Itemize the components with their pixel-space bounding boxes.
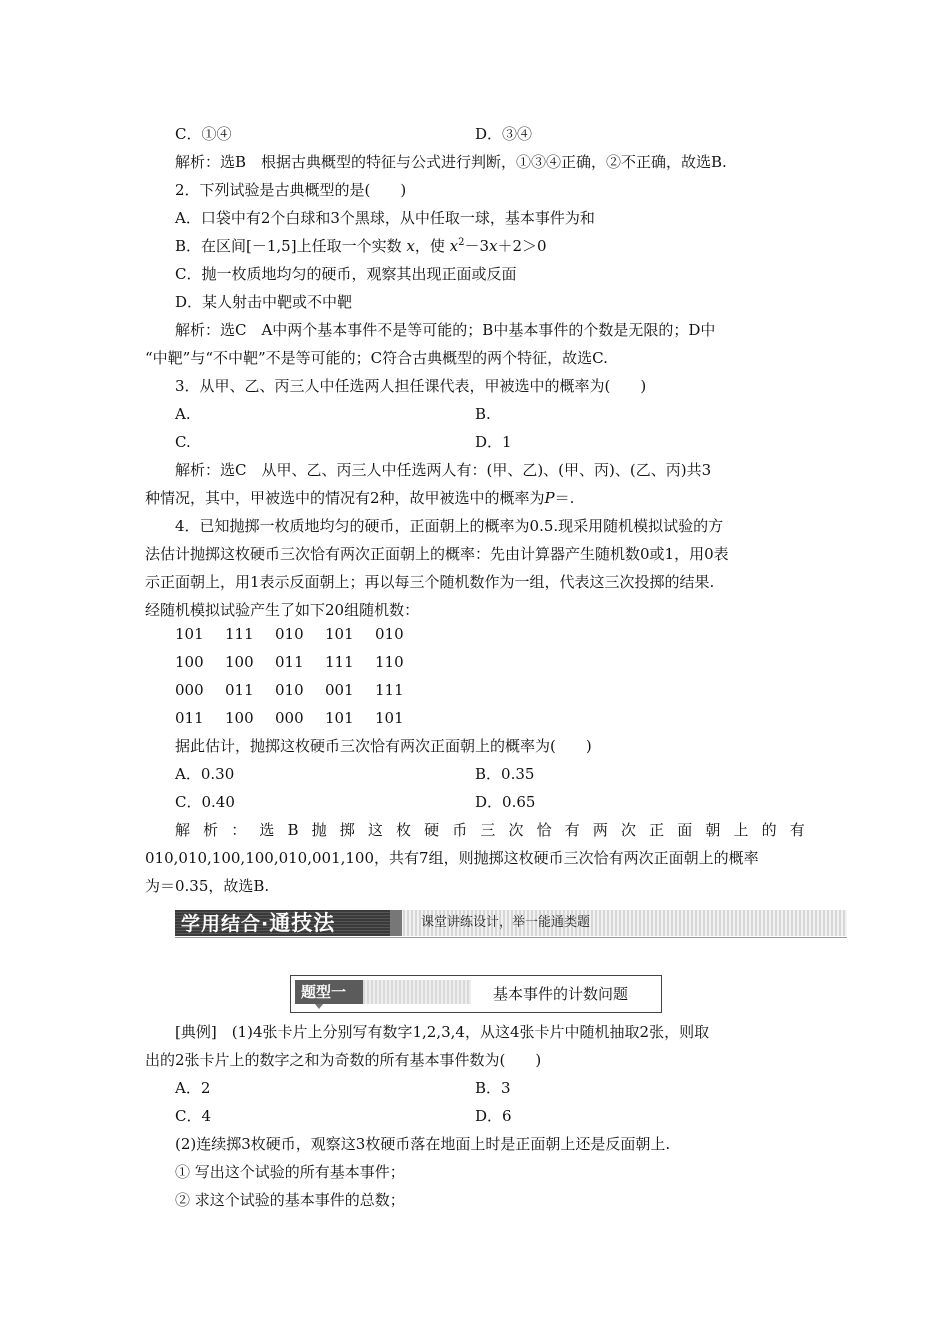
q2-option-a: A．口袋中有2个白球和3个黑球，从中任取一球，基本事件为和 bbox=[175, 209, 595, 227]
example-option-a: A．2 bbox=[175, 1079, 211, 1097]
q2-option-b: B．在区间[－1,5]上任取一个实数 x，使 $x^2-3x+2>0$ bbox=[175, 237, 547, 255]
section-banner bbox=[175, 910, 847, 938]
q4-stem-line3: 示正面朝上，用1表示反面朝上；再以每三个随机数作为一组，代表这三次投掷的结果. bbox=[145, 573, 715, 591]
q4-option-d: D．0.65 bbox=[475, 793, 536, 811]
example-sub2: ② 求这个试验的基本事件的总数； bbox=[175, 1191, 405, 1209]
random-number: 010 bbox=[275, 625, 304, 643]
random-number: 111 bbox=[325, 653, 354, 671]
q4-option-a: A．0.30 bbox=[175, 765, 235, 783]
example-line1: [典例] (1)4张卡片上分别写有数字1,2,3,4，从这4张卡片中随机抽取2张，则取 bbox=[175, 1023, 710, 1041]
banner-rule bbox=[175, 937, 847, 938]
random-number: 001 bbox=[325, 681, 354, 699]
banner-subtitle: 课堂讲练设计，举一能通类题 bbox=[421, 915, 591, 930]
q4-analysis-line1: 解 析 ： 选 B 抛 掷 这 枚 硬 币 三 次 恰 有 两 次 正 面 朝 上 的 有 bbox=[175, 821, 805, 839]
q3-option-a: A. bbox=[175, 405, 191, 423]
q3-analysis-line2: 种情况，其中，甲被选中的情况有2种，故甲被选中的概率为P＝. bbox=[145, 489, 575, 507]
random-number-row bbox=[175, 708, 425, 728]
example-sub1: ① 写出这个试验的所有基本事件； bbox=[175, 1163, 405, 1181]
type-title: 基本事件的计数问题 bbox=[493, 985, 629, 1003]
random-number-row bbox=[175, 652, 425, 672]
random-number-row bbox=[175, 624, 425, 644]
q3-analysis-line1: 解析：选C 从甲、乙、丙三人中任选两人有：(甲、乙)、(甲、丙)、(乙、丙)共3 bbox=[175, 461, 712, 479]
q2-analysis-line2: “中靶”与“不中靶”不是等可能的；C符合古典概型的两个特征，故选C. bbox=[145, 349, 608, 367]
random-number: 100 bbox=[225, 709, 254, 727]
question-type-box bbox=[290, 975, 662, 1013]
q2-option-d: D．某人射击中靶或不中靶 bbox=[175, 293, 353, 311]
q4-option-c: C．0.40 bbox=[175, 793, 235, 811]
q4-stem-line2: 法估计抛掷这枚硬币三次恰有两次正面朝上的概率：先由计算器产生随机数0或1，用0表 bbox=[145, 545, 729, 563]
example-option-d: D．6 bbox=[475, 1107, 512, 1125]
q3-option-b: B. bbox=[475, 405, 491, 423]
random-number: 011 bbox=[175, 709, 204, 727]
banner-title: 学用结合·通技法 bbox=[175, 910, 390, 936]
random-number: 100 bbox=[225, 653, 254, 671]
q1-option-d: D．③④ bbox=[475, 125, 533, 143]
type-label-pointer-icon bbox=[315, 1004, 323, 1009]
q3-stem: 3．从甲、乙、丙三人中任选两人担任课代表，甲被选中的概率为( ) bbox=[175, 377, 647, 395]
type-label-strip bbox=[363, 980, 471, 1004]
random-number: 101 bbox=[175, 625, 204, 643]
q4-stem-line1: 4．已知抛掷一枚质地均匀的硬币，正面朝上的概率为0.5.现采用随机模拟试验的方 bbox=[175, 517, 724, 535]
q4-stem-line4: 经随机模拟试验产生了如下20组随机数： bbox=[145, 601, 420, 619]
q4-question: 据此估计，抛掷这枚硬币三次恰有两次正面朝上的概率为( ) bbox=[175, 737, 592, 755]
q2-analysis-line1: 解析：选C A中两个基本事件不是等可能的；B中基本事件的个数是无限的；D中 bbox=[175, 321, 716, 339]
random-number: 111 bbox=[225, 625, 254, 643]
random-number: 010 bbox=[375, 625, 404, 643]
q2-option-c: C．抛一枚质地均匀的硬币，观察其出现正面或反面 bbox=[175, 265, 517, 283]
random-number: 101 bbox=[325, 625, 354, 643]
random-number: 100 bbox=[175, 653, 204, 671]
random-number-row bbox=[175, 680, 425, 700]
q4-analysis-line2: 010,010,100,100,010,001,100，共有7组，则抛掷这枚硬币三次恰有两次正面朝上的概率 bbox=[145, 849, 759, 867]
type-label: 题型一 bbox=[295, 980, 363, 1004]
random-number: 011 bbox=[275, 653, 304, 671]
random-number: 101 bbox=[375, 709, 404, 727]
random-number: 110 bbox=[375, 653, 404, 671]
example-option-c: C．4 bbox=[175, 1107, 212, 1125]
q4-option-b: B．0.35 bbox=[475, 765, 535, 783]
q1-analysis: 解析：选B 根据古典概型的特征与公式进行判断，①③④正确，②不正确，故选B. bbox=[175, 153, 727, 171]
q4-analysis-line3: 为＝0.35，故选B. bbox=[145, 877, 270, 895]
random-number: 101 bbox=[325, 709, 354, 727]
example-line2: 出的2张卡片上的数字之和为奇数的所有基本事件数为( ) bbox=[145, 1051, 542, 1069]
random-number: 011 bbox=[225, 681, 254, 699]
example-option-b: B．3 bbox=[475, 1079, 511, 1097]
random-number: 000 bbox=[175, 681, 204, 699]
random-number: 111 bbox=[375, 681, 404, 699]
random-number: 000 bbox=[275, 709, 304, 727]
q1-option-c: C．①④ bbox=[175, 125, 232, 143]
example-part2: (2)连续掷3枚硬币，观察这3枚硬币落在地面上时是正面朝上还是反面朝上. bbox=[175, 1135, 671, 1153]
q2-stem: 2．下列试验是古典概型的是( ) bbox=[175, 181, 407, 199]
q3-option-d: D．1 bbox=[475, 433, 512, 451]
random-number: 010 bbox=[275, 681, 304, 699]
q3-option-c: C. bbox=[175, 433, 191, 451]
banner-tab-decoration bbox=[390, 910, 402, 936]
